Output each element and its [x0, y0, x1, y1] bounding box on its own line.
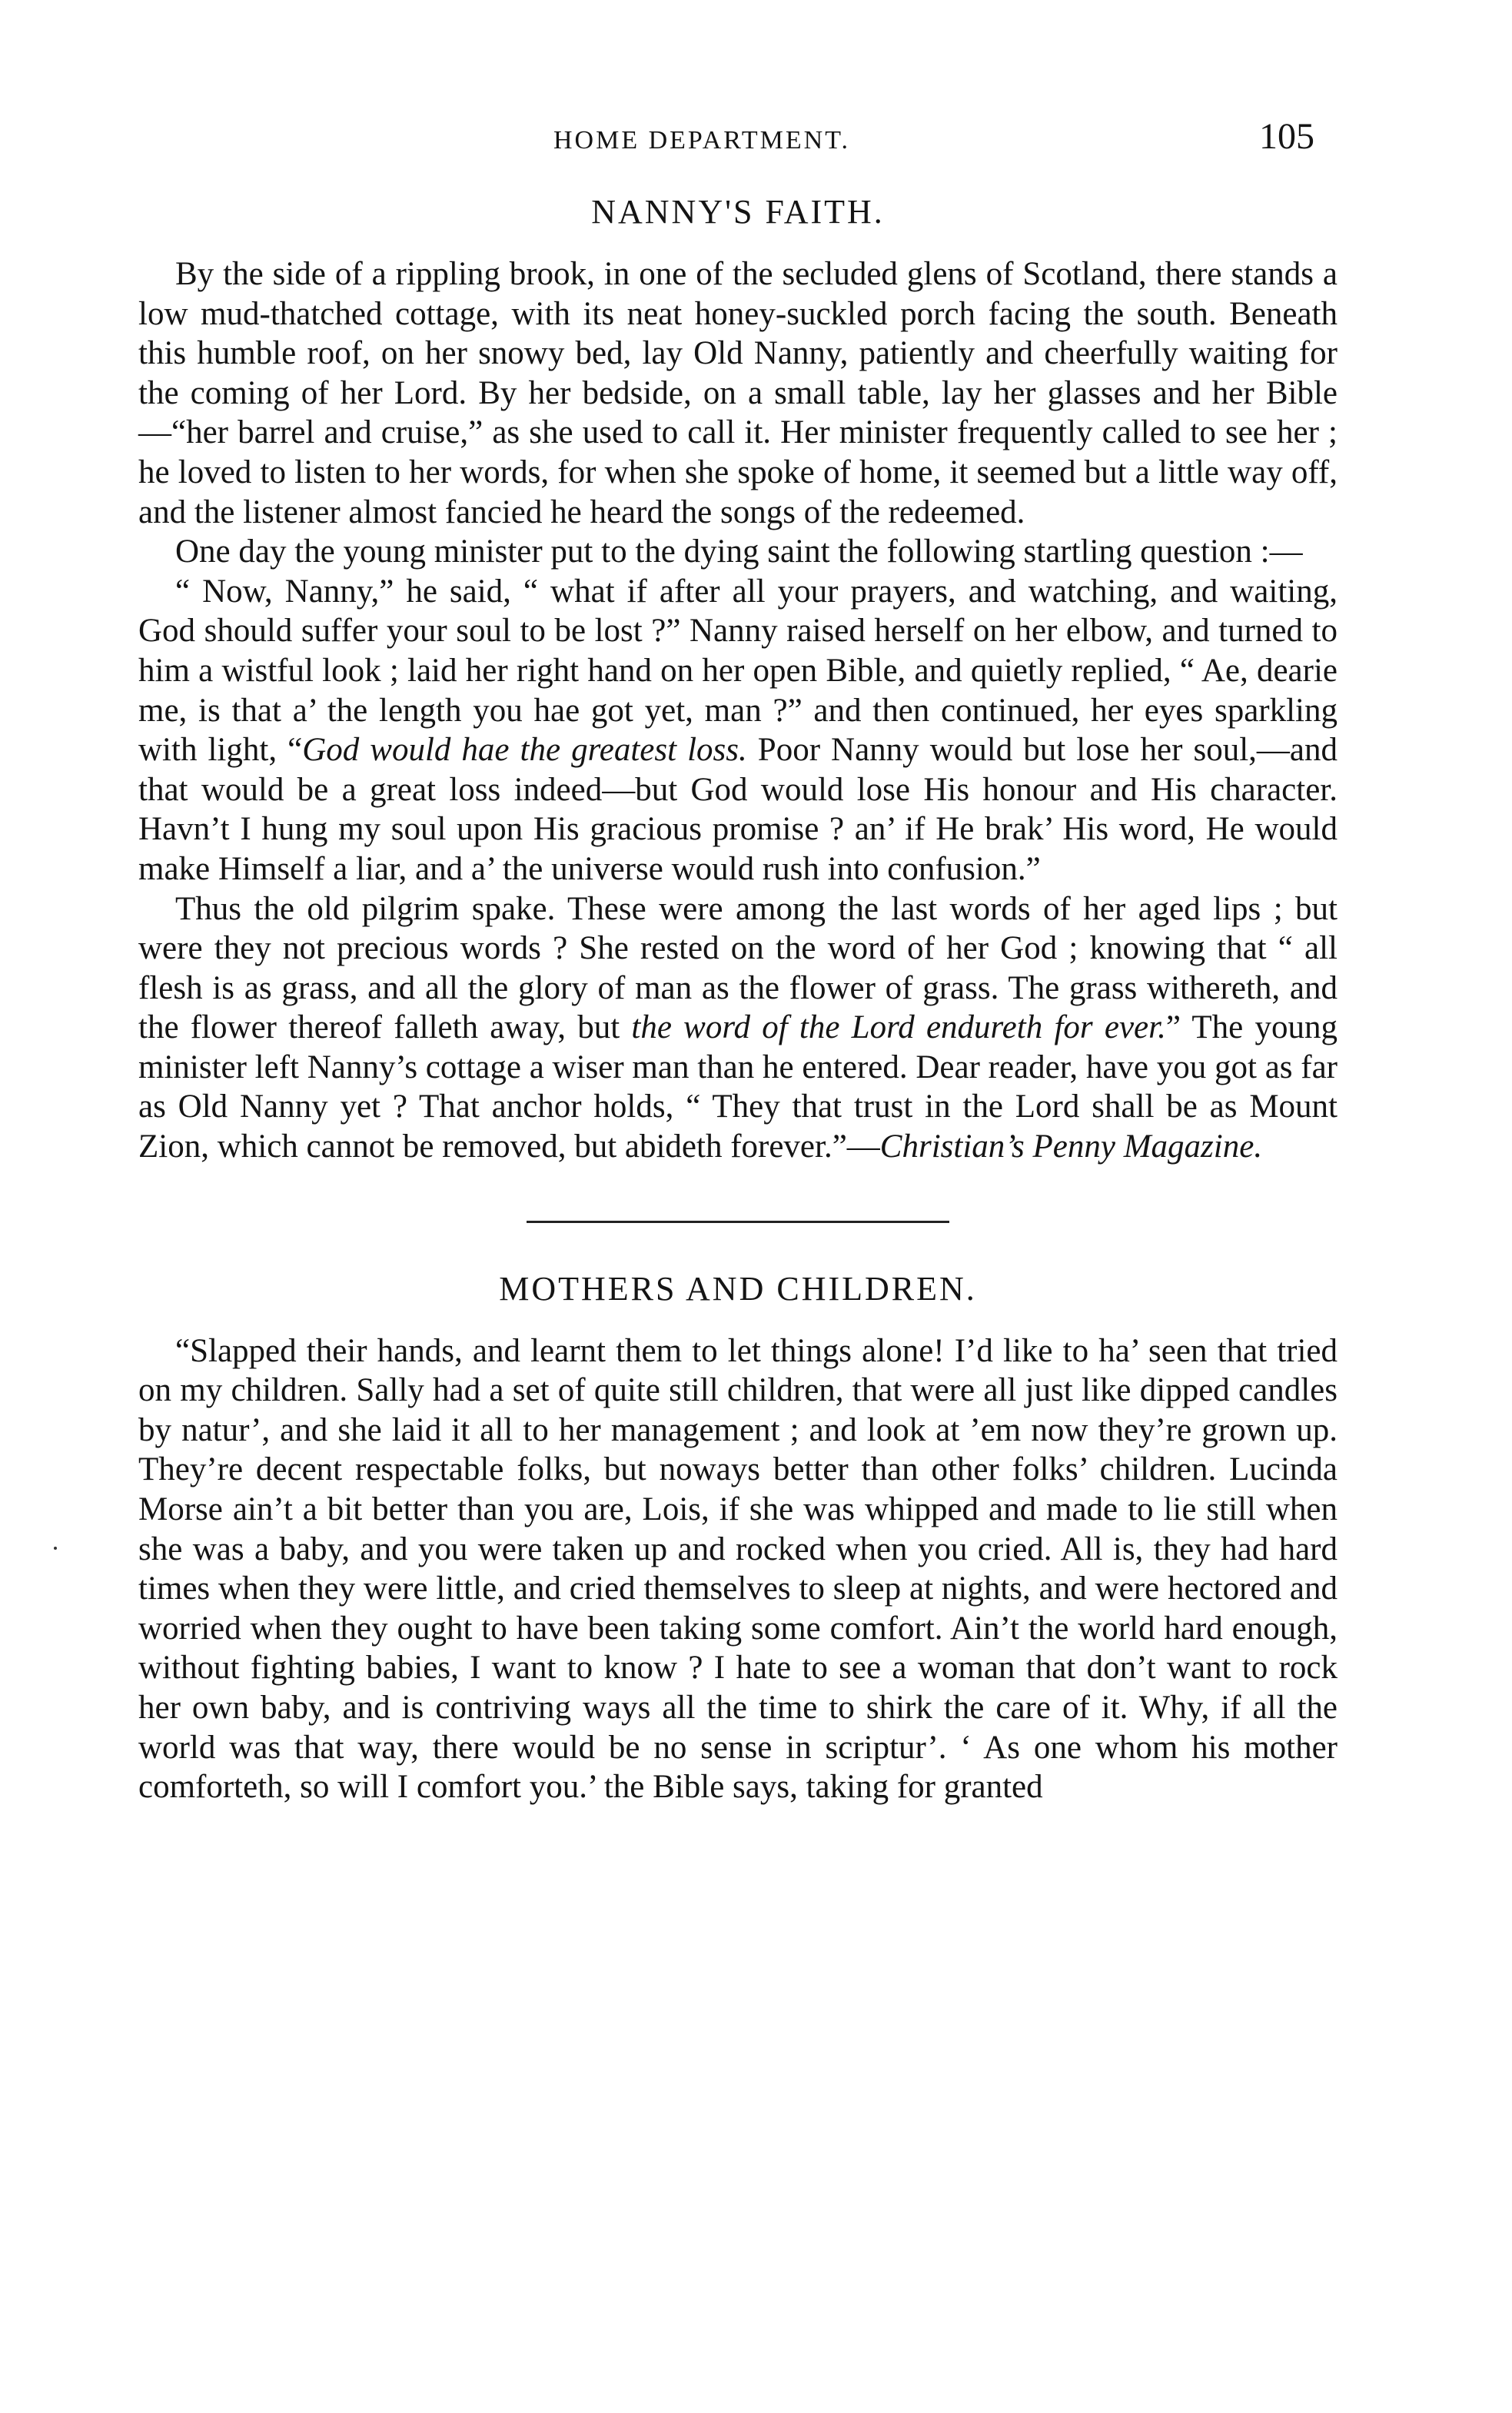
page [138, 115, 1338, 1807]
paragraph: By the side of a rippling brook, in one of the secluded glens of Scotland, there stands a low mud-thatched cottage, with its neat honey-suckled porch facing the south. Beneath this humble roof, on her snowy bed, lay Old Nanny, patiently and cheerfully waiting for the coming of her Lord. By her bedside, on a small table, lay her glasses and her Bible—“her barrel and cruise,” as she used to call it. Her minister frequently called to see her ; he loved to listen to her words, for when she spoke of home, it seemed but a little way off, and the listener almost fancied he heard the songs of the redeemed. [138, 256, 1338, 530]
running-head [138, 115, 1338, 169]
paragraph-text: ” The young minister left Nanny’s cottage a wiser man than he entered. Dear reader, have you got as far as Old Nanny yet ? That anchor holds, “ They that trust in the Lord shall be as Mount Zion, which cannot be removed, but abideth forever.”— [138, 1009, 1338, 1165]
paragraph: “Slapped their hands, and learnt them to let things alone! I’d like to ha’ seen that tried on my children. Sally had a set of quite still children, that were all just like dipped candles by natur’, and she laid it all to her management ; and look at ’em now they’re grown up. They’re decent respectable folks, but noways better than other folks’ children. Lucinda Morse ain’t a bit better than you are, Lois, if she was whipped and made to lie still when she was a baby, and you were taken up and rocked when you cried. All is, they had hard times when they were little, and cried themselves to sleep at nights, and were hectored and worried when they ought to have been taking some comfort. Ain’t the world hard enough, without fighting babies, I want to know ? I hate to see a woman that don’t want to rock her own baby, and is contriving ways all the time to shirk the care of it. Why, if all the world was that way, there would be no sense in scriptur’. ‘ As one whom his mother comforteth, so will I comfort you.’ the Bible says, taking for granted [138, 1332, 1338, 1806]
article-mothers-and-children [138, 1269, 1338, 1807]
article-nannys-faith [138, 192, 1338, 1167]
paragraph: One day the young minister put to the dying saint the following startling question :— [175, 533, 1303, 570]
italic-quote: the word of the Lord endureth for ever. [631, 1009, 1166, 1046]
running-head-section: HOME DEPARTMENT. [553, 126, 850, 155]
paragraph [138, 572, 1338, 889]
page-number: 105 [1259, 116, 1314, 157]
paragraph-text: Thus the old pilgrim spake. These were among the last words of her aged lips ; but were they not precious words ? She rested on the word of her God ; knowing that “ all flesh is as grass, and all the glory of man as the flower of grass. The grass withereth, and the flower thereof falleth away, but [138, 890, 1338, 1046]
italic-quote: God would hae the greatest loss. [302, 732, 747, 769]
source-citation: Christian’s Penny Magazine. [879, 1128, 1263, 1165]
ink-speck [54, 1547, 57, 1550]
paragraph-text: Poor Nanny would but lose her soul,—and that would be a great loss indeed—but God would lose His honour and His character. Havn’t I hung my soul upon His gracious promise ? an’ if He brak’ His word, He would make Himself a liar, and a’ the universe would rush into confusion.” [138, 732, 1338, 887]
paragraph [138, 889, 1338, 1167]
section-divider [527, 1221, 949, 1223]
article-title: NANNY'S FAITH. [591, 193, 885, 231]
article-title: MOTHERS AND CHILDREN. [499, 1269, 977, 1308]
paragraph-text: “ Now, Nanny,” he said, “ what if after all your prayers, and watching, and waiting, God should suffer your soul to be lost ?” Nanny raised herself on her elbow, and turned to him a wistful look ; laid her right hand on her open Bible, and quietly replied, “ Ae, dearie me, is that a’ the length you hae got yet, man ?” and then continued, her eyes sparkling with light, “ [138, 573, 1338, 769]
